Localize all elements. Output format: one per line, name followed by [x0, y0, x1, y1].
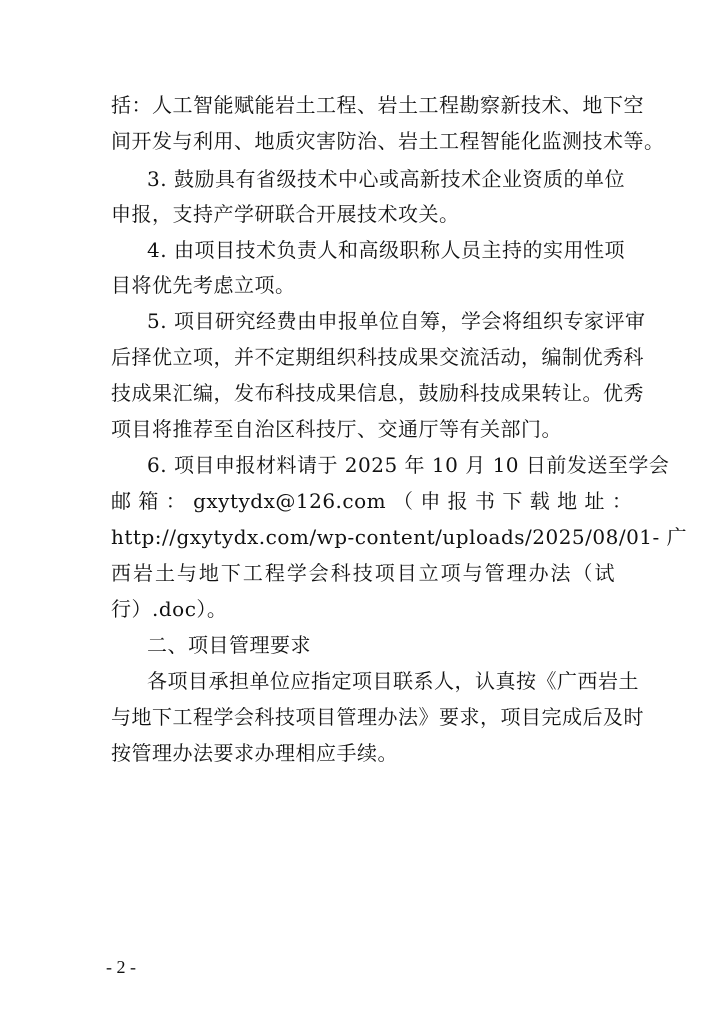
section-heading: 二、项目管理要求	[147, 633, 311, 657]
paragraph-line: 行）.doc）。	[111, 597, 228, 621]
paragraph-line: 间开发与利用、地质灾害防治、岩土工程智能化监测技术等。	[111, 129, 665, 153]
paragraph-line: 6. 项目申报材料请于 2025 年 10 月 10 日前发送至学会	[147, 453, 670, 477]
paragraph-line: 括：人工智能赋能岩土工程、岩土工程勘察新技术、地下空	[111, 93, 644, 117]
paragraph-line: 项目将推荐至自治区科技厅、交通厅等有关部门。	[111, 417, 562, 441]
paragraph-line: 目将优先考虑立项。	[111, 273, 296, 297]
paragraph-line: 按管理办法要求办理相应手续。	[111, 741, 398, 765]
paragraph-line: 与地下工程学会科技项目管理办法》要求，项目完成后及时	[111, 705, 644, 729]
paragraph-line: 5. 项目研究经费由申报单位自筹，学会将组织专家评审	[147, 309, 646, 333]
paragraph-line: 后择优立项，并不定期组织科技成果交流活动，编制优秀科	[111, 345, 644, 369]
paragraph-line: 各项目承担单位应指定项目联系人，认真按《广西岩土	[147, 669, 639, 693]
paragraph-line: 申报，支持产学研联合开展技术攻关。	[111, 202, 460, 226]
paragraph-line: 4. 由项目技术负责人和高级职称人员主持的实用性项	[147, 238, 625, 262]
page-number: - 2 -	[106, 957, 136, 977]
paragraph-line: 西岩土与地下工程学会科技项目立项与管理办法（试	[111, 561, 615, 585]
paragraph-line: 邮 箱 ： gxytydx@126.com （ 申 报 书 下 载 地 址 ：	[111, 489, 633, 513]
paragraph-line: 3. 鼓励具有省级技术中心或高新技术企业资质的单位	[147, 167, 625, 191]
paragraph-line: http://gxytydx.com/wp-content/uploads/2025/08/01- 广	[111, 525, 688, 549]
paragraph-line: 技成果汇编，发布科技成果信息，鼓励科技成果转让。优秀	[111, 381, 644, 405]
